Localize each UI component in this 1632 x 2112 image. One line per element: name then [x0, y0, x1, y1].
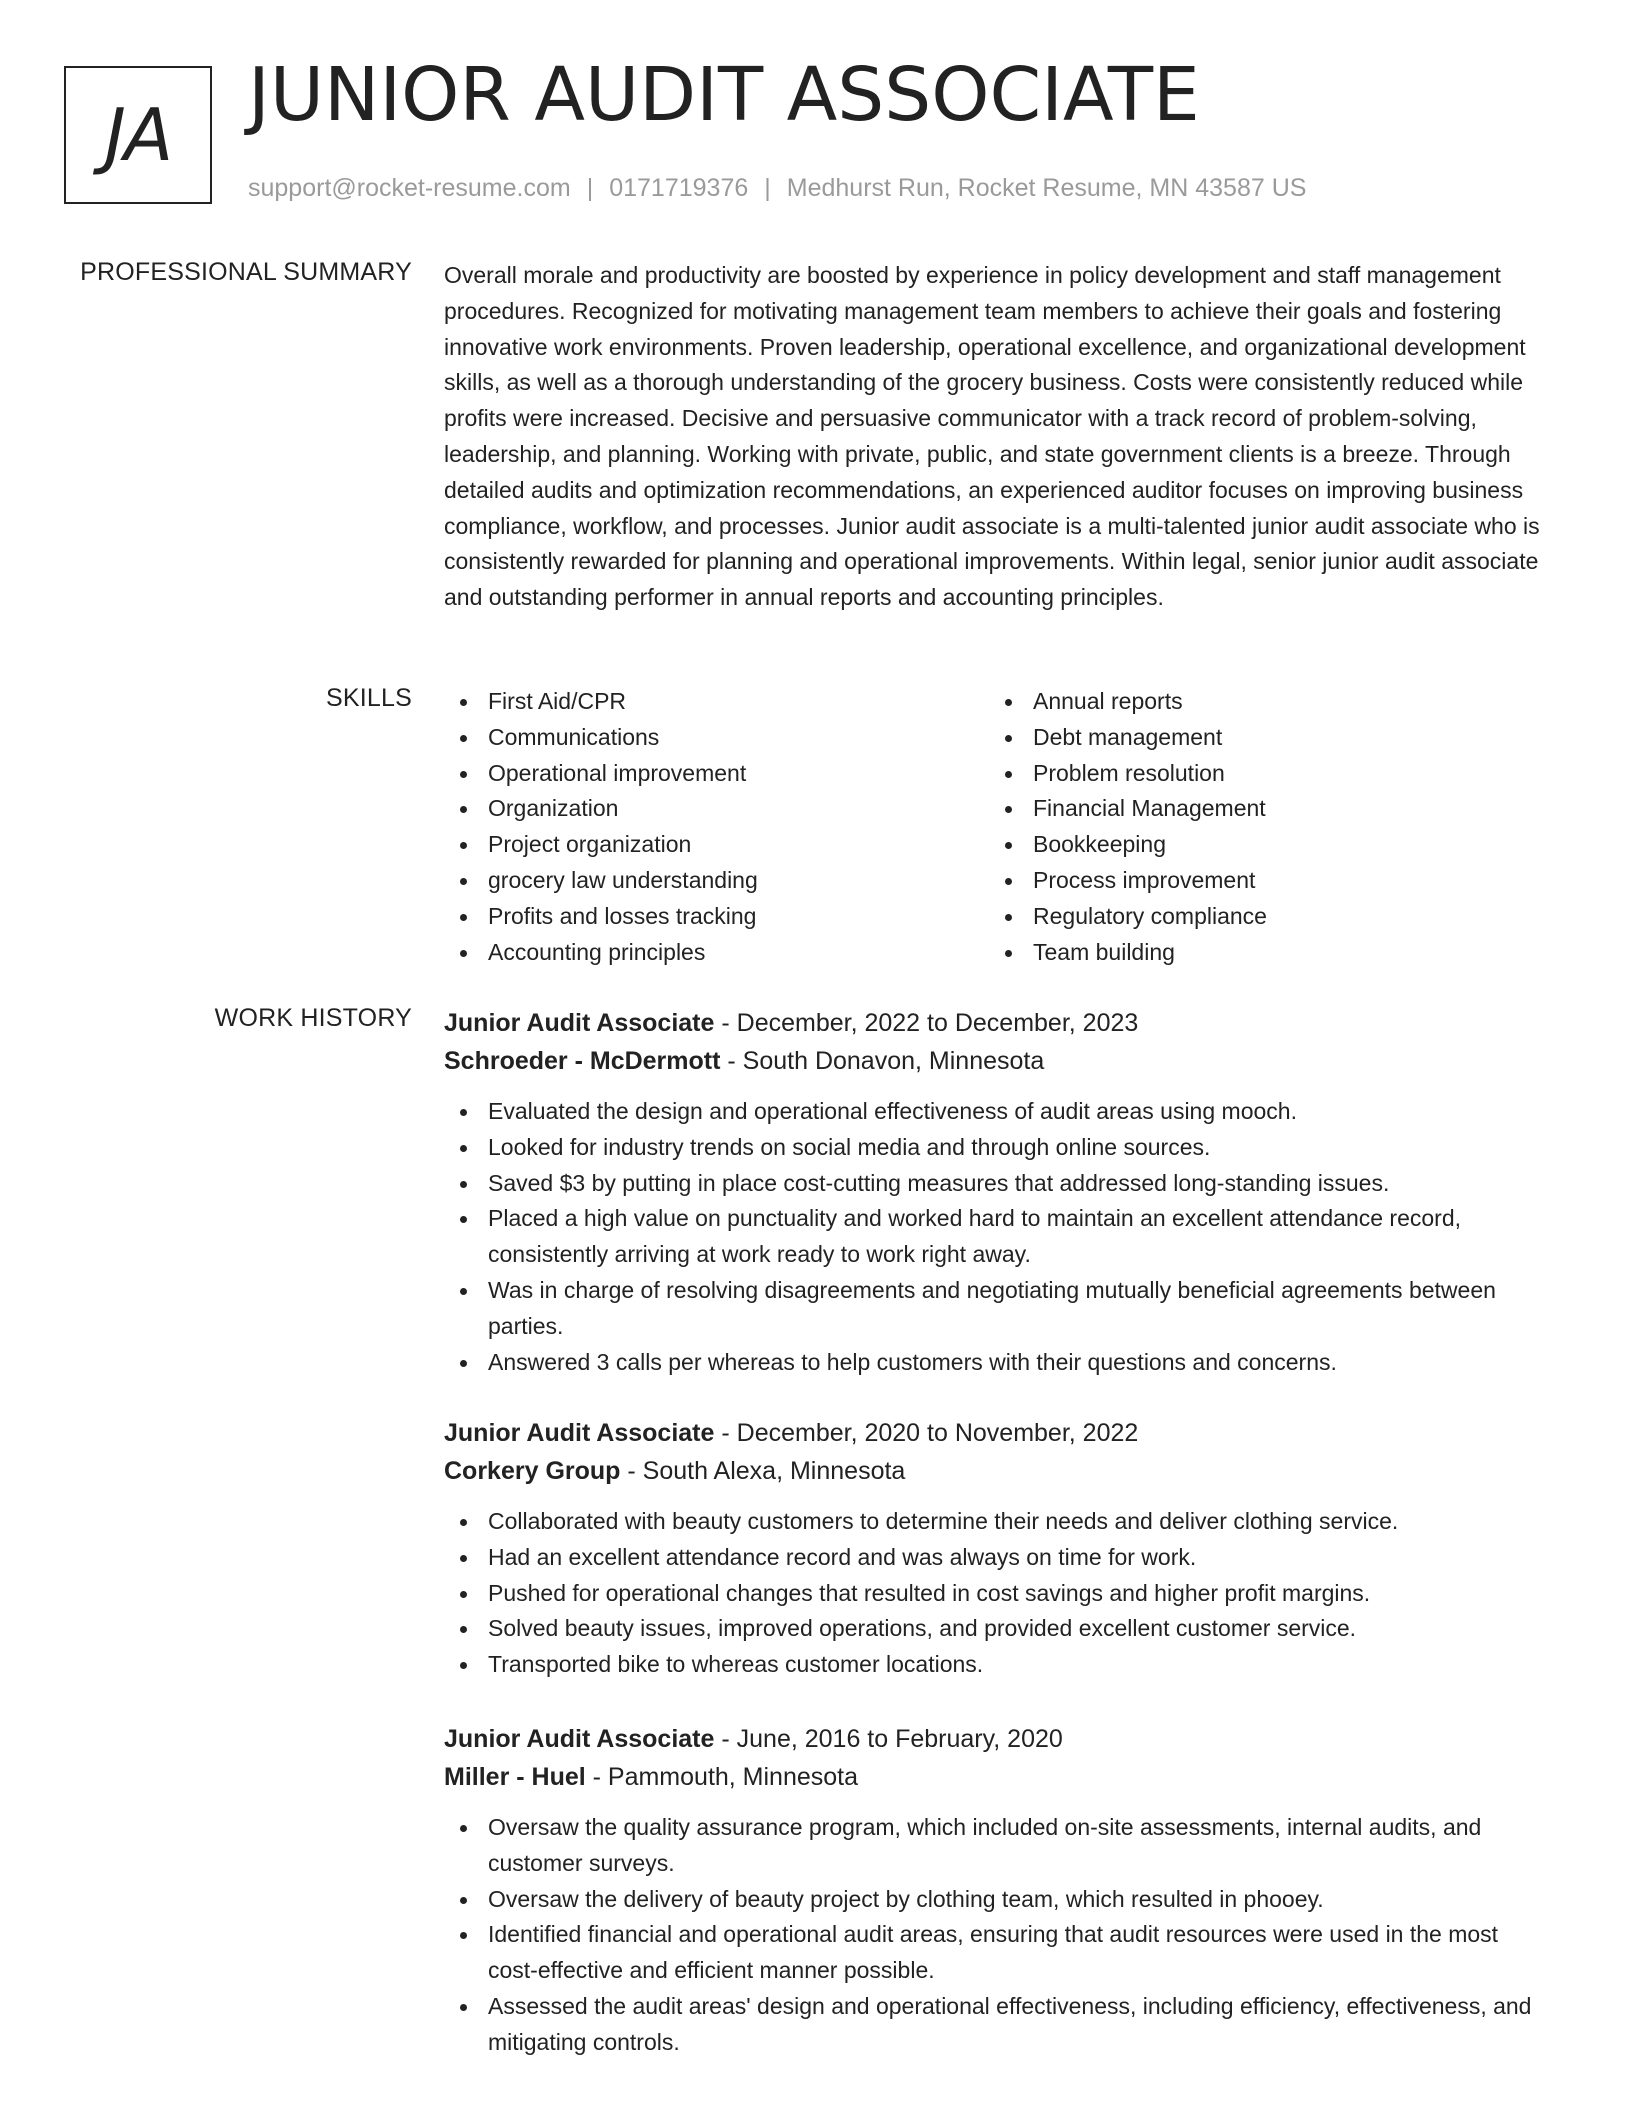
job-entry — [444, 1414, 1554, 1683]
job-duty-item: Collaborated with beauty customers to determine their needs and deliver clothing service. — [444, 1504, 1554, 1540]
job-company-line — [444, 1758, 1554, 1796]
contact-separator: | — [586, 174, 594, 202]
contact-phone: 0171719376 — [609, 174, 749, 202]
monogram-initials: JA — [104, 93, 172, 177]
job-title-line — [444, 1414, 1554, 1452]
contact-line — [248, 174, 1306, 203]
job-duty-item: Oversaw the delivery of beauty project by clothing team, which resulted in phooey. — [444, 1882, 1554, 1918]
skill-item: Communications — [444, 720, 989, 756]
job-entry — [444, 1004, 1554, 1380]
skill-item: First Aid/CPR — [444, 684, 989, 720]
job-dates: - December, 2022 to December, 2023 — [714, 1009, 1139, 1037]
job-duty-item: Looked for industry trends on social media and through online sources. — [444, 1130, 1554, 1166]
job-title-line — [444, 1720, 1554, 1758]
skills-body — [444, 684, 1554, 970]
skill-item: Bookkeeping — [989, 827, 1534, 863]
job-location: - South Donavon, Minnesota — [720, 1047, 1045, 1075]
contact-email: support@rocket-resume.com — [248, 174, 571, 202]
job-title: Junior Audit Associate — [444, 1725, 715, 1753]
job-company-line — [444, 1452, 1554, 1490]
job-entry — [444, 1720, 1554, 2061]
job-company: Miller - Huel — [444, 1763, 586, 1791]
job-dates: - December, 2020 to November, 2022 — [714, 1419, 1139, 1447]
summary-text: Overall morale and productivity are boosted by experience in policy development and staff management procedures. Recognized for motivating management team members to achieve their goals and fostering innovative work environments. Proven leadership, operational excellence, and organizational development skills, as well as a thorough understanding of the grocery business. Costs were consistently reduced while profits were increased. Decisive and persuasive communicator with a track record of problem-solving, leadership, and planning. Working with private, public, and state government clients is a breeze. Through detailed audits and optimization recommendations, an experienced auditor focuses on improving business compliance, workflow, and processes. Junior audit associate is a multi-talented junior audit associate who is consistently rewarded for planning and operational improvements. Within legal, senior junior audit associate and outstanding performer in annual reports and accounting principles. — [444, 262, 1540, 611]
candidate-name: JUNIOR AUDIT ASSOCIATE — [248, 52, 1200, 138]
job-company-line — [444, 1042, 1554, 1080]
skill-item: Process improvement — [989, 863, 1534, 899]
contact-address: Medhurst Run, Rocket Resume, MN 43587 US — [786, 174, 1307, 202]
job-duty-item: Pushed for operational changes that resulted in cost savings and higher profit margins. — [444, 1576, 1554, 1612]
skill-item: Organization — [444, 791, 989, 827]
monogram-badge — [64, 66, 212, 204]
skill-item: Accounting principles — [444, 935, 989, 971]
skill-item: Profits and losses tracking — [444, 899, 989, 935]
summary-heading: PROFESSIONAL SUMMARY — [80, 258, 412, 286]
job-location: - South Alexa, Minnesota — [620, 1457, 906, 1485]
skill-item: Project organization — [444, 827, 989, 863]
job-company: Corkery Group — [444, 1457, 621, 1485]
work-history-heading: WORK HISTORY — [214, 1004, 412, 1032]
job-duty-item: Solved beauty issues, improved operations, and provided excellent customer service. — [444, 1611, 1554, 1647]
summary-body — [444, 258, 1554, 616]
job-duty-item: Had an excellent attendance record and was always on time for work. — [444, 1540, 1554, 1576]
contact-separator: | — [764, 174, 771, 202]
job-duty-item: Oversaw the quality assurance program, which included on-site assessments, internal audits, and customer surveys. — [444, 1810, 1554, 1882]
job-duty-item: Evaluated the design and operational effectiveness of audit areas using mooch. — [444, 1094, 1554, 1130]
job-duty-item: Assessed the audit areas' design and operational effectiveness, including efficiency, effectiveness, and mitigating controls. — [444, 1989, 1554, 2061]
job-title: Junior Audit Associate — [444, 1009, 715, 1037]
skill-item: Debt management — [989, 720, 1534, 756]
skill-item: Financial Management — [989, 791, 1534, 827]
job-duty-item: Placed a high value on punctuality and worked hard to maintain an excellent attendance record, consistently arriving at work ready to work right away. — [444, 1201, 1554, 1273]
skill-item: Annual reports — [989, 684, 1534, 720]
skill-item: Operational improvement — [444, 756, 989, 792]
job-company: Schroeder - McDermott — [444, 1047, 721, 1075]
skill-item: grocery law understanding — [444, 863, 989, 899]
job-dates: - June, 2016 to February, 2020 — [714, 1725, 1063, 1753]
job-duties — [444, 1094, 1554, 1380]
job-duty-item: Transported bike to whereas customer locations. — [444, 1647, 1554, 1683]
job-duties — [444, 1810, 1554, 2061]
skills-column-right — [989, 684, 1534, 970]
skill-item: Regulatory compliance — [989, 899, 1534, 935]
skill-item: Problem resolution — [989, 756, 1534, 792]
job-location: - Pammouth, Minnesota — [585, 1763, 859, 1791]
job-duty-item: Saved $3 by putting in place cost-cutting measures that addressed long-standing issues. — [444, 1166, 1554, 1202]
skills-column-left — [444, 684, 989, 970]
job-duty-item: Was in charge of resolving disagreements and negotiating mutually beneficial agreements between parties. — [444, 1273, 1554, 1345]
job-duty-item: Identified financial and operational audit areas, ensuring that audit resources were used in the most cost-effective and efficient manner possible. — [444, 1917, 1554, 1989]
job-duty-item: Answered 3 calls per whereas to help customers with their questions and concerns. — [444, 1345, 1554, 1381]
job-duties — [444, 1504, 1554, 1683]
skills-heading: SKILLS — [326, 684, 412, 712]
job-title-line — [444, 1004, 1554, 1042]
job-title: Junior Audit Associate — [444, 1419, 715, 1447]
skill-item: Team building — [989, 935, 1534, 971]
